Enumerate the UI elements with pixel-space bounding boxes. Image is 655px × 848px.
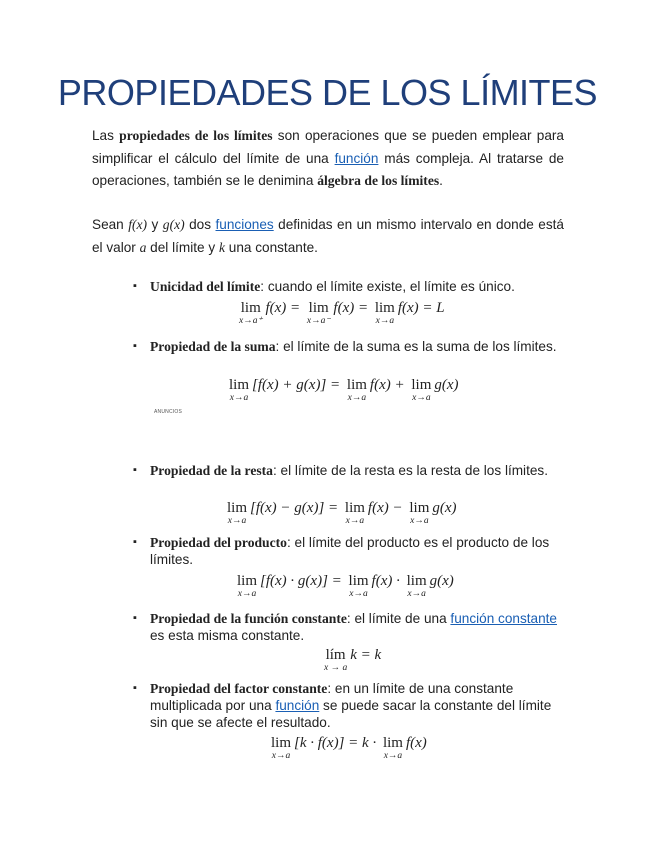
property-text: se puede sacar la constante del límite sin que se afecte el resultado. — [150, 698, 552, 730]
property-name: Propiedad del producto — [150, 535, 287, 550]
lim-subscript: x→a — [345, 516, 365, 526]
funcion-link[interactable]: función — [334, 150, 379, 166]
funciones-link[interactable]: funciones — [215, 217, 274, 232]
bullet-marker: ▪ — [133, 340, 137, 352]
lim-subscript: x→a — [229, 393, 249, 403]
fx-symbol: f(x) — [128, 217, 148, 232]
text: del límite y — [146, 239, 219, 255]
funcion-constante-link[interactable]: función constante — [450, 611, 557, 626]
lim-operator: lím — [325, 647, 346, 663]
property-name: Propiedad de la suma — [150, 339, 276, 354]
lim-operator: lim — [271, 735, 292, 751]
lim-operator: lim — [240, 300, 261, 316]
bullet-marker: ▪ — [133, 536, 137, 548]
text: . — [439, 173, 443, 188]
property-name: Propiedad del factor constante — [150, 681, 328, 696]
formula-suma — [226, 377, 459, 403]
formula-term: f(x) = — [265, 300, 301, 316]
formula-term: [k · f(x)] = k · — [294, 735, 377, 751]
lim-subscript: x→a — [407, 589, 426, 599]
property-name: Propiedad de la resta — [150, 463, 273, 478]
lim-operator: lim — [344, 500, 365, 516]
bullet-marker: ▪ — [133, 280, 137, 292]
lim-subscript: x→a⁻ — [306, 316, 331, 326]
gx-symbol: g(x) — [162, 217, 185, 232]
text: y — [147, 217, 163, 232]
text: dos — [184, 217, 216, 232]
lim-subscript: x→a — [237, 589, 257, 599]
lim-subscript: x→a⁺ — [239, 316, 263, 326]
formula-term: [f(x) − g(x)] = — [250, 500, 339, 516]
property-text: : el límite de la resta es la resta de los límites. — [272, 463, 548, 478]
property-text: : el límite del producto es el producto de los límites. — [150, 535, 550, 567]
property-text: : cuando el límite existe, el límite es único. — [260, 279, 515, 294]
lim-operator: lim — [229, 377, 250, 393]
intro-paragraph — [92, 125, 564, 193]
list-item-suma — [133, 338, 560, 355]
list-item-factor-constante — [133, 680, 560, 731]
bullet-marker: ▪ — [133, 464, 137, 476]
lim-operator: lim — [409, 500, 430, 516]
lim-operator: lim — [406, 573, 427, 589]
text: son operaciones que se pueden emplear para simplificar el cálculo del límite de una — [92, 128, 564, 166]
funcion-link-2[interactable]: función — [275, 698, 320, 713]
formula-term: f(x) = — [333, 300, 369, 316]
lim-operator: lim — [348, 573, 369, 589]
formula-resta — [224, 500, 457, 526]
a-symbol: a — [139, 239, 147, 255]
ads-label: ANUNCIOS — [154, 409, 182, 415]
text: una constante. — [224, 239, 318, 255]
lim-operator: lim — [346, 377, 367, 393]
list-item-producto — [133, 534, 560, 568]
formula-term: f(x) — [405, 735, 427, 751]
text: Sean — [92, 217, 129, 232]
formula-term: f(x) = L — [397, 300, 445, 316]
bullet-marker: ▪ — [133, 612, 137, 624]
k-symbol: k — [218, 239, 225, 255]
text: más compleja. Al tratarse de operaciones, también se le denimina — [92, 150, 564, 188]
bold-term: propiedades de los límites — [119, 128, 273, 143]
formula-term: f(x) − — [367, 500, 403, 516]
formula-term: k = k — [350, 647, 382, 663]
property-text: es esta misma constante. — [150, 628, 305, 643]
formula-term: g(x) — [429, 573, 454, 589]
formula-producto — [234, 573, 454, 599]
formula-term: f(x) + — [369, 377, 405, 393]
lim-subscript: x→a — [227, 516, 247, 526]
lim-operator: lim — [227, 500, 248, 516]
lim-operator: lim — [382, 735, 403, 751]
formula-term: [f(x) + g(x)] = — [252, 377, 341, 393]
lim-subscript: x→a — [271, 751, 291, 761]
property-text: : el límite de la suma es la suma de los límites. — [275, 339, 557, 354]
lim-subscript: x→a — [375, 316, 395, 326]
formula-factor-constante — [268, 735, 427, 761]
bold-term: álgebra de los límites — [317, 173, 440, 188]
lim-subscript: x → a — [324, 663, 348, 673]
text: definidas en un mismo intervalo en donde está el valor — [92, 217, 564, 255]
bullet-marker: ▪ — [133, 682, 137, 694]
lim-operator: lim — [237, 573, 258, 589]
formula-unicidad — [236, 300, 445, 326]
page-title: PROPIEDADES DE LOS LÍMITES — [57, 72, 598, 113]
lim-subscript: x→a — [349, 589, 368, 599]
list-item-resta — [133, 462, 560, 479]
formula-term: g(x) — [434, 377, 459, 393]
list-item-unicidad — [133, 278, 560, 295]
formula-funcion-constante — [321, 647, 381, 673]
property-name: Unicidad del límite — [150, 279, 261, 294]
property-text: : en un límite de una constante multiplicada por una — [150, 681, 514, 713]
lim-operator: lim — [308, 300, 329, 316]
lim-operator: lim — [374, 300, 395, 316]
property-name: Propiedad de la función constante — [150, 611, 347, 626]
list-item-funcion-constante — [133, 610, 560, 644]
definitions-paragraph — [92, 214, 564, 259]
lim-subscript: x→a — [347, 393, 367, 403]
property-text: : el límite de una — [346, 611, 451, 626]
lim-subscript: x→a — [383, 751, 403, 761]
formula-term: [f(x) · g(x)] = — [260, 573, 342, 589]
lim-operator: lim — [411, 377, 432, 393]
formula-term: g(x) — [432, 500, 457, 516]
formula-term: f(x) · — [371, 573, 400, 589]
lim-subscript: x→a — [412, 393, 431, 403]
lim-subscript: x→a — [410, 516, 429, 526]
text: Las — [92, 128, 120, 143]
